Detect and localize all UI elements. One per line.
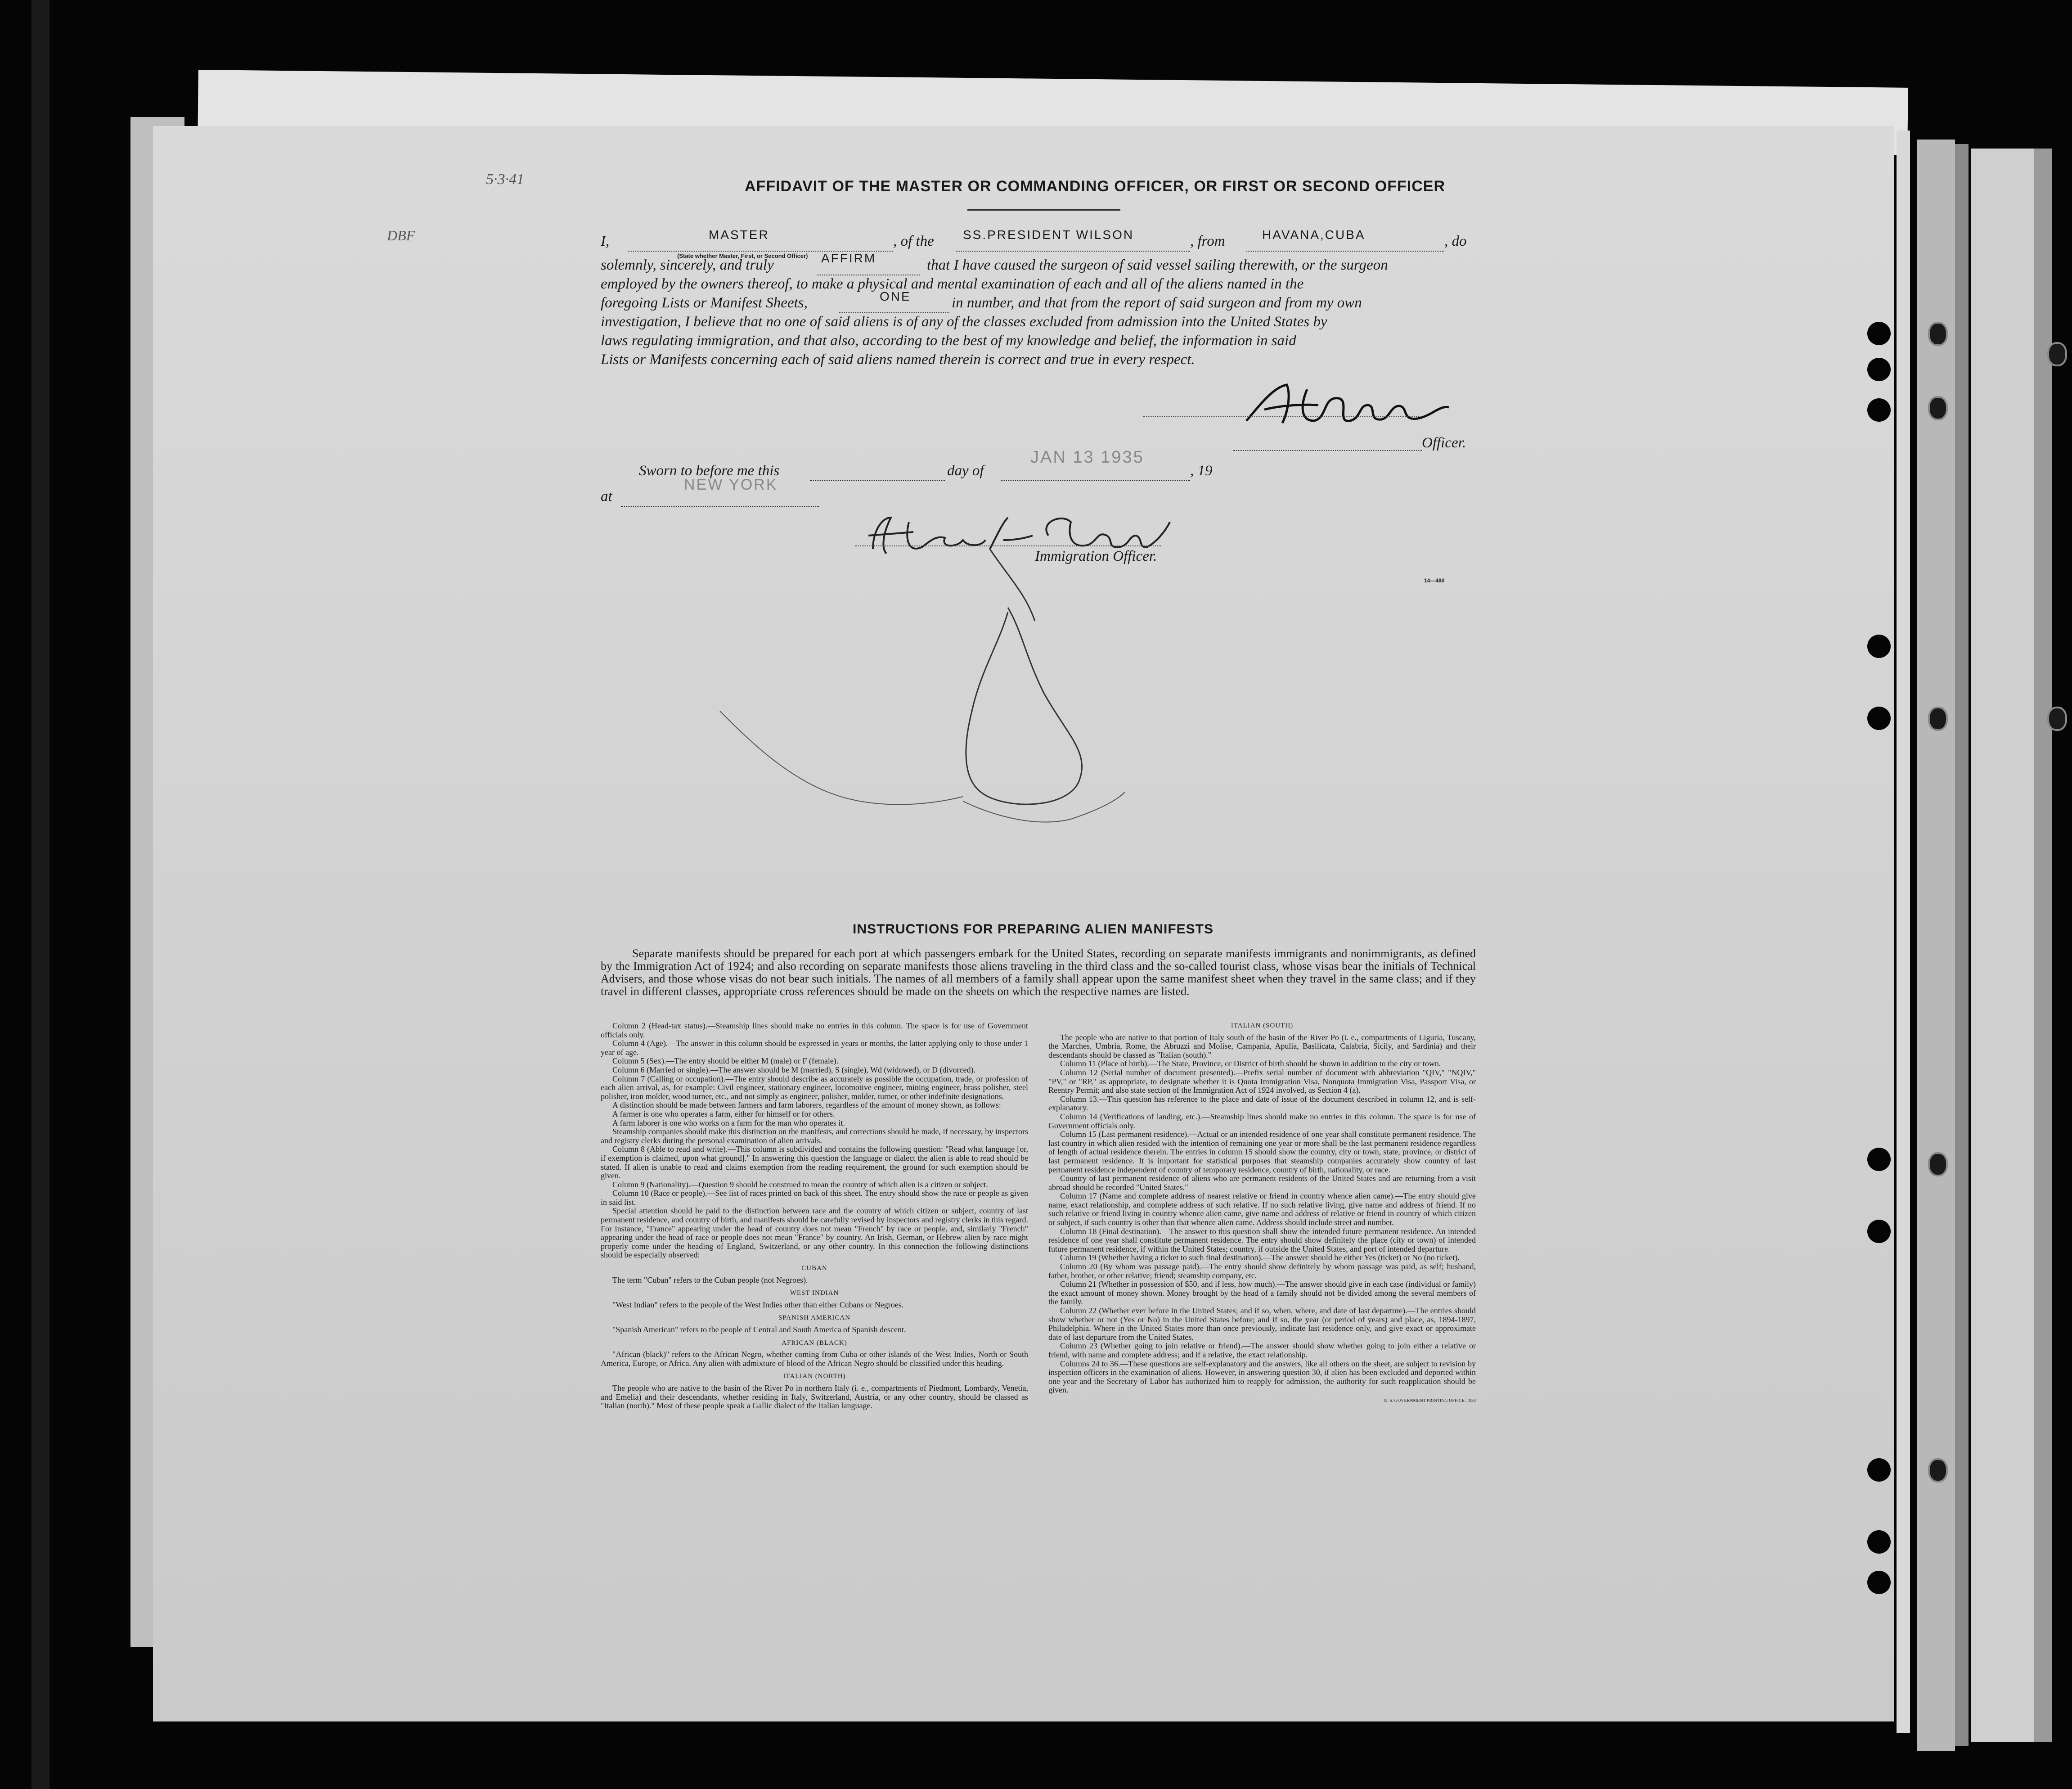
italian-north-heading: ITALIAN (NORTH) xyxy=(783,1373,846,1380)
officer-signature-line-2 xyxy=(1233,450,1422,451)
do-label: , do xyxy=(1444,233,1467,249)
punch-hole xyxy=(1928,322,1948,346)
instruction-paragraph: Column 13.—This question has reference to the place and date of issue of the document described in column 12, and is self-explanatory. xyxy=(1048,1094,1476,1113)
instructions-title: INSTRUCTIONS FOR PREPARING ALIEN MANIFESTS xyxy=(853,922,1214,937)
punch-hole xyxy=(1928,707,1948,731)
cuban-heading: CUBAN xyxy=(801,1265,827,1272)
day-of-label: day of xyxy=(947,463,984,479)
instruction-paragraph: Column 19 (Whether having a ticket to such final destination).—The answer should be either Yes (ticket) or No (no ticket). xyxy=(1060,1253,1460,1262)
instruction-paragraph: Column 17 (Name and complete address of nearest relative or friend in country whence alien came).—The entry should give name, exact relationship, and complete address of such relative. If no such relative living, give name and address of friend. If no such relative or friend living in country whence alien came, give name and address of relative or friend in country of which citizen or subject, if such country is other than that whence alien came. Address should include street and number. xyxy=(1048,1191,1476,1227)
sworn-text: Sworn to before me this xyxy=(639,463,780,479)
officer-signature-line xyxy=(1143,416,1422,417)
place-stamp: NEW YORK xyxy=(684,476,778,493)
header-mark: 5·3·41 xyxy=(486,171,524,188)
italian-south-heading: ITALIAN (SOUTH) xyxy=(1231,1022,1294,1029)
instruction-paragraph: Column 10 (Race or people).—See list of races printed on back of this sheet. The entry should show the race or people as given in said list. xyxy=(601,1189,1028,1207)
from-label: , from xyxy=(1190,233,1225,249)
at-label: at xyxy=(601,488,612,505)
title-rule xyxy=(967,209,1120,211)
punch-hole xyxy=(1867,1148,1891,1171)
line4b-text: in number, and that from the report of said surgeon and from my own xyxy=(952,295,1362,311)
punch-hole xyxy=(1867,322,1891,345)
line3-text: employed by the owners thereof, to make a physical and mental examination of each and all of the aliens named in the xyxy=(601,276,1304,292)
punch-hole xyxy=(1867,398,1891,422)
solemnly-text: solemnly, sincerely, and truly xyxy=(601,257,774,273)
instruction-paragraph: A farm laborer is one who works on a farm for the man who operates it. xyxy=(612,1118,845,1127)
spanish-american-heading: SPANISH AMERICAN xyxy=(778,1314,851,1322)
instructions-right-column xyxy=(1048,1022,1476,1406)
master-signature xyxy=(1233,378,1467,432)
punch-hole xyxy=(1867,1458,1891,1482)
immigration-officer-label: Immigration Officer. xyxy=(1035,548,1157,564)
punch-hole xyxy=(1928,1458,1948,1483)
printer-imprint: U. S. GOVERNMENT PRINTING OFFICE: 1933 xyxy=(1384,1398,1476,1403)
instruction-paragraph: Steamship companies should make this distinction on the manifests, and corrections should be made, if necessary, by inspectors and registry clerks during the personal examination of alien arrivals. xyxy=(601,1127,1028,1145)
sworn-day-field xyxy=(810,461,945,481)
instruction-paragraph: Column 12 (Serial number of document presented).—Prefix serial number of document with abbreviation "QIV," "NQIV," "PV," or "RP," as appropriate, to designate whether it is Quota Immigration Visa, Nonquota Immigration Visa, Passport Visa, or Reentry Permit; and also state section of the Immigration Act of 1924 involved, as Section 4 (a). xyxy=(1048,1068,1476,1095)
cuban-text: The term "Cuban" refers to the Cuban people (not Negroes). xyxy=(612,1275,808,1284)
right-sheet-edge-5 xyxy=(2034,149,2052,1742)
vessel-value: SS.PRESIDENT WILSON xyxy=(963,228,1134,242)
instruction-paragraph: Column 21 (Whether in possession of $50, and if less, how much).—The answer should give in each case (individual or family) the exact amount of money shown. Money brought by the head of a family should not be divided among the several members of the family. xyxy=(1048,1280,1476,1307)
affidavit-i: I, xyxy=(601,233,610,249)
instruction-paragraph: Column 23 (Whether going to join relative or friend).—The answer should show whether going to join either a relative or friend, with name and complete address; and if a relative, the exact relationship. xyxy=(1048,1341,1476,1359)
side-mark: DBF xyxy=(387,227,415,243)
punch-hole xyxy=(1867,1220,1891,1243)
instruction-paragraph: A distinction should be made between farmers and farm laborers, regardless of the amount of money shown, as follows: xyxy=(612,1100,1001,1110)
film-edge-left xyxy=(31,0,49,1789)
instruction-paragraph: Columns 24 to 36.—These questions are self-explanatory and the answers, like all others on the sheet, are subject to revision by inspection officers in the examination of aliens. However, in answering question 30, if alien has been excluded and deported within one year and the Secretary of Labor has authorized him to reapply for admission, the authority for such reapplication should be given. xyxy=(1048,1359,1476,1395)
of-the-label: , of the xyxy=(893,233,934,249)
instruction-paragraph: Special attention should be paid to the distinction between race and the country of which citizen or subject, country of last permanent residence, and country of birth, and manifests should be carefully revised by inspectors and registry clerks in this regard. For instance, "France" appearing under the head of country does not mean "French" by race or people, and, similarly "French" appearing under the head of race or people does not mean "France" by country. An Irish, German, or Hebrew alien by race might properly come under the heading of England, Switzerland, or any other country. In this connection the following distinctions should be especially observed: xyxy=(601,1206,1028,1260)
officer-label: Officer. xyxy=(1422,435,1466,451)
instruction-paragraph: The people who are native to that portion of Italy south of the basin of the River Po (i. e., compartments of Liguria, Tuscany, the Marches, Umbria, Rome, the Abruzzi and Molise, Campania, Apulia, Basilicata, Calabria, Sicily, and Sardinia) and their descendants should be classed as "Italian (south)." xyxy=(1048,1032,1476,1059)
spanish-american-text: "Spanish American" refers to the people of Central and South America of Spanish descent. xyxy=(612,1325,906,1334)
punch-hole xyxy=(1867,635,1891,658)
year-label: , 19 xyxy=(1190,463,1213,479)
form-number: 14—480 xyxy=(1424,577,1445,584)
punch-hole xyxy=(1867,1571,1891,1594)
line2-text: that I have caused the surgeon of said vessel sailing therewith, or the surgeon xyxy=(927,257,1388,273)
instructions-left-column xyxy=(601,1022,1028,1410)
line7-text: Lists or Manifests concerning each of said aliens named therein is correct and true in every respect. xyxy=(601,351,1195,368)
italian-north-text: The people who are native to the basin of the River Po in northern Italy (i. e., compartments of Piedmont, Lombardy, Venetia, and Emelia) and their descendants, whether residing in Italy, Switzerland, Austria, or any other country, should be classed as "Italian (north)." Most of these people speak a Gallic dialect of the Italian language. xyxy=(601,1383,1028,1410)
instruction-paragraph: Column 11 (Place of birth).—The State, Province, or District of birth should be shown in addition to the city or town. xyxy=(1060,1059,1441,1068)
instruction-paragraph: Column 4 (Age).—The answer in this column should be expressed in years or months, the latter applying only to those under 1 year of age. xyxy=(601,1039,1028,1057)
instruction-paragraph: Column 5 (Sex).—The entry should be either M (male) or F (female). xyxy=(612,1056,839,1066)
instruction-paragraph: Column 18 (Final destination).—The answer to this question shall show the intended future permanent residence. An intended residence of one year shall constitute permanent residence. The entry should show definitely the place (city or town) of intended future permanent residence, if within the United States; country, if outside the United States, and port of intended departure. xyxy=(1048,1226,1476,1253)
instruction-paragraph: Column 9 (Nationality).—Question 9 should be construed to mean the country of which alien is a citizen or subject. xyxy=(612,1180,988,1189)
punch-hole xyxy=(2047,707,2067,731)
instruction-paragraph: Column 2 (Head-tax status).—Steamship lines should make no entries in this column. The space is for use of Government officials only. xyxy=(601,1021,1028,1039)
instruction-paragraph: Column 15 (Last permanent residence).—Actual or an intended residence of one year shall constitute permanent residence. The last country in which alien resided with the intention of remaining one year or more shall be the last permanent residence regardless of length of actual residence therein. The entries in column 15 should show the country, city or town, state, province, or district of last permanent residence. It is important for statistical purposes that steamship companies accurately show country of last permanent residence independent of country of temporary residence, country of birth, nationality, or race. xyxy=(1048,1130,1476,1174)
rank-note: (State whether Master, First, or Second Officer) xyxy=(677,252,808,259)
date-stamp: JAN 13 1935 xyxy=(1030,448,1144,467)
instruction-paragraph: Column 14 (Verifications of landing, etc.).—Steamship lines should make no entries in this column. The space is for use of Government officials only. xyxy=(1048,1112,1476,1130)
right-sheet-edge-2 xyxy=(1917,140,1955,1751)
line4a-text: foregoing Lists or Manifest Sheets, xyxy=(601,295,808,311)
west-indian-heading: WEST INDIAN xyxy=(790,1289,839,1297)
instruction-paragraph: Column 8 (Able to read and write).—This column is subdivided and contains the following question: "Read what language [or, if exemption is claimed, upon what ground]." In answering this question the language or dialect the alien is able to read should be stated. If alien is unable to read and claims exemption from the reading requirement, the ground for such exemption should be given. xyxy=(601,1145,1028,1181)
line5-text: investigation, I believe that no one of said aliens is of any of the classes excluded from admission into the United States by xyxy=(601,314,1327,330)
line6-text: laws regulating immigration, and that also, according to the best of my knowledge and belief, the information in said xyxy=(601,333,1296,349)
punch-hole xyxy=(1867,707,1891,730)
port-value: HAVANA,CUBA xyxy=(1262,228,1366,242)
punch-hole xyxy=(2047,342,2067,366)
instruction-paragraph: A farmer is one who operates a farm, either for himself or for others. xyxy=(612,1109,835,1118)
punch-hole xyxy=(1867,1530,1891,1554)
instruction-paragraph: Column 7 (Calling or occupation).—The entry should describe as accurately as possible the occupation, trade, or profession of each alien arrival, as, for example: Civil engineer, stationary engineer, locomotive engineer, mining engineer, brass polisher, steel polisher, iron molder, wood turner, etc., and not simply as engineer, polisher, molder, turner, or other indefinite designations. xyxy=(601,1074,1028,1101)
instructions-intro: Separate manifests should be prepared for each port at which passengers embark for the United States, recording on separate manifests immigrants and nonimmigrants, as defined by the Immigration Act of 1924; and also recording on separate manifests those aliens traveling in the third class and the so-called tourist class, whose visas bear the initials of Technical Advisers, and those whose visas do not bear such initials. The names of all members of a family shall appear upon the same manifest sheet when they travel in the same class; and if they travel in different classes, appropriate cross references should be made on the sheets on which the respective names are listed. xyxy=(601,947,1476,998)
instruction-paragraph: Column 20 (By whom was passage paid).—The entry should show definitely by whom passage was paid, as self; husband, father, brother, or other relative; friend; steamship company, etc. xyxy=(1048,1262,1476,1280)
african-heading: AFRICAN (BLACK) xyxy=(782,1339,847,1347)
west-indian-text: "West Indian" refers to the people of the West Indies other than either Cubans or Negroes. xyxy=(612,1300,904,1309)
punch-hole xyxy=(1867,358,1891,381)
right-sheet-edge-3 xyxy=(1955,144,1969,1746)
affidavit-title: AFFIDAVIT OF THE MASTER OR COMMANDING OFFICER, OR FIRST OR SECOND OFFICER xyxy=(745,178,1445,195)
affirm-value: AFFIRM xyxy=(821,251,876,265)
instruction-paragraph: Column 6 (Married or single).—The answer should be M (married), S (single), Wd (widowed), or D (divorced). xyxy=(612,1065,975,1074)
right-sheet-edge-1 xyxy=(1897,131,1910,1733)
african-text: "African (black)" refers to the African Negro, whether coming from Cuba or other islands of the West Indies, North or South America, Europe, or Africa. Any alien with admixture of blood of the African Negro should be classified under this heading. xyxy=(601,1350,1028,1368)
rank-value: MASTER xyxy=(709,228,769,242)
instruction-paragraph: Country of last permanent residence of aliens who are permanent residents of the United States and are returning from a visit abroad should be recorded "United States." xyxy=(1048,1174,1476,1192)
sheets-value: ONE xyxy=(880,289,911,303)
punch-hole xyxy=(1928,1152,1948,1176)
right-sheet-edge-4 xyxy=(1971,149,2034,1742)
pencil-loop-mark xyxy=(711,540,1134,828)
instruction-paragraph: Column 22 (Whether ever before in the United States; and if so, when, where, and date of last departure).—The entries should show whether or not (Yes or No) in the United States before; and if so, the year (or period of years) and place, as, 1894-1897, Philadelphia. Where in the United States more than once previously, indicate last residence only, and give exact or approximate date of last departure from the United States. xyxy=(1048,1306,1476,1342)
punch-hole xyxy=(1928,396,1948,420)
